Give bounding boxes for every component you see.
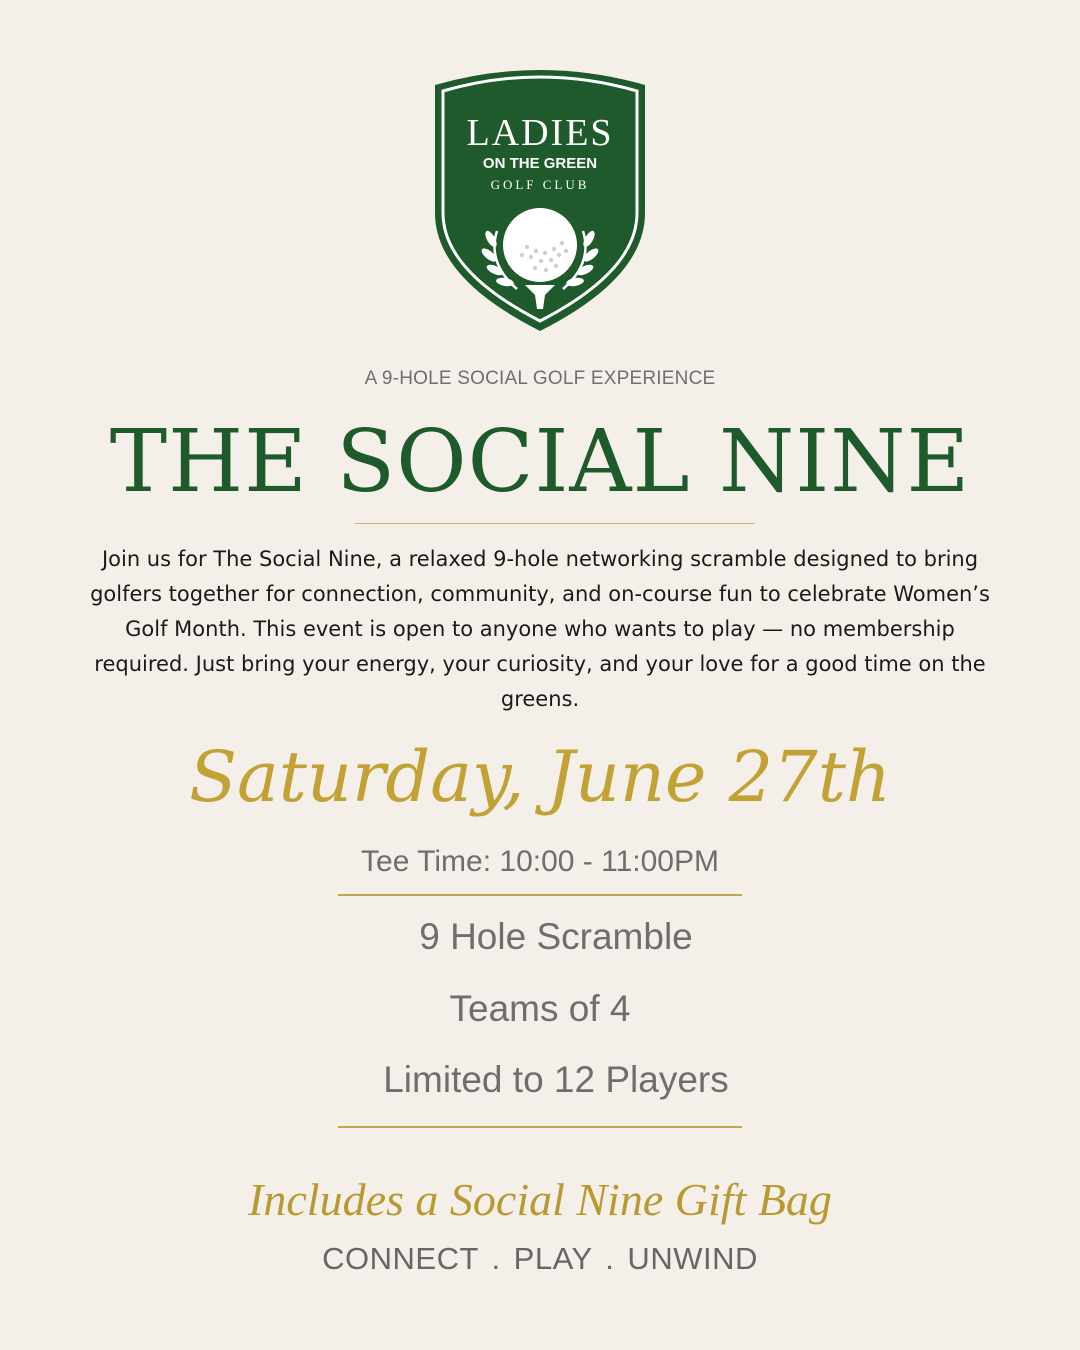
event-tagline: A 9-HOLE SOCIAL GOLF EXPERIENCE xyxy=(364,368,716,389)
club-logo xyxy=(425,63,655,335)
divider-title xyxy=(355,523,755,524)
divider-details-bottom xyxy=(338,1126,742,1128)
event-motto: CONNECT . PLAY . UNWIND xyxy=(322,1241,758,1276)
logo-line-1: LADIES xyxy=(466,112,614,154)
logo-line-3: GOLF CLUB xyxy=(490,177,590,192)
gift-bag-note: Includes a Social Nine Gift Bag xyxy=(248,1174,832,1225)
detail-format: 9 Hole Scramble xyxy=(419,916,693,957)
event-title: THE SOCIAL NINE xyxy=(109,412,971,512)
event-description: Join us for The Social Nine, a relaxed 9-hole networking scramble designed to bring golfers together for connection, community, and on-course fun to celebrate Women’s Golf Month. This event is open to anyone who wants to play — no membership required. Just bring your energy, your curiosity, and your love for a good time on the greens. xyxy=(90,547,990,711)
event-date: Saturday, June 27th xyxy=(189,736,891,818)
shield-logo-icon xyxy=(425,63,655,335)
detail-capacity: Limited to 12 Players xyxy=(383,1059,729,1100)
divider-details-top xyxy=(338,894,742,896)
detail-teams: Teams of 4 xyxy=(449,988,631,1029)
tee-time: Tee Time: 10:00 - 11:00PM xyxy=(361,845,719,878)
logo-line-2: ON THE GREEN xyxy=(482,155,598,172)
